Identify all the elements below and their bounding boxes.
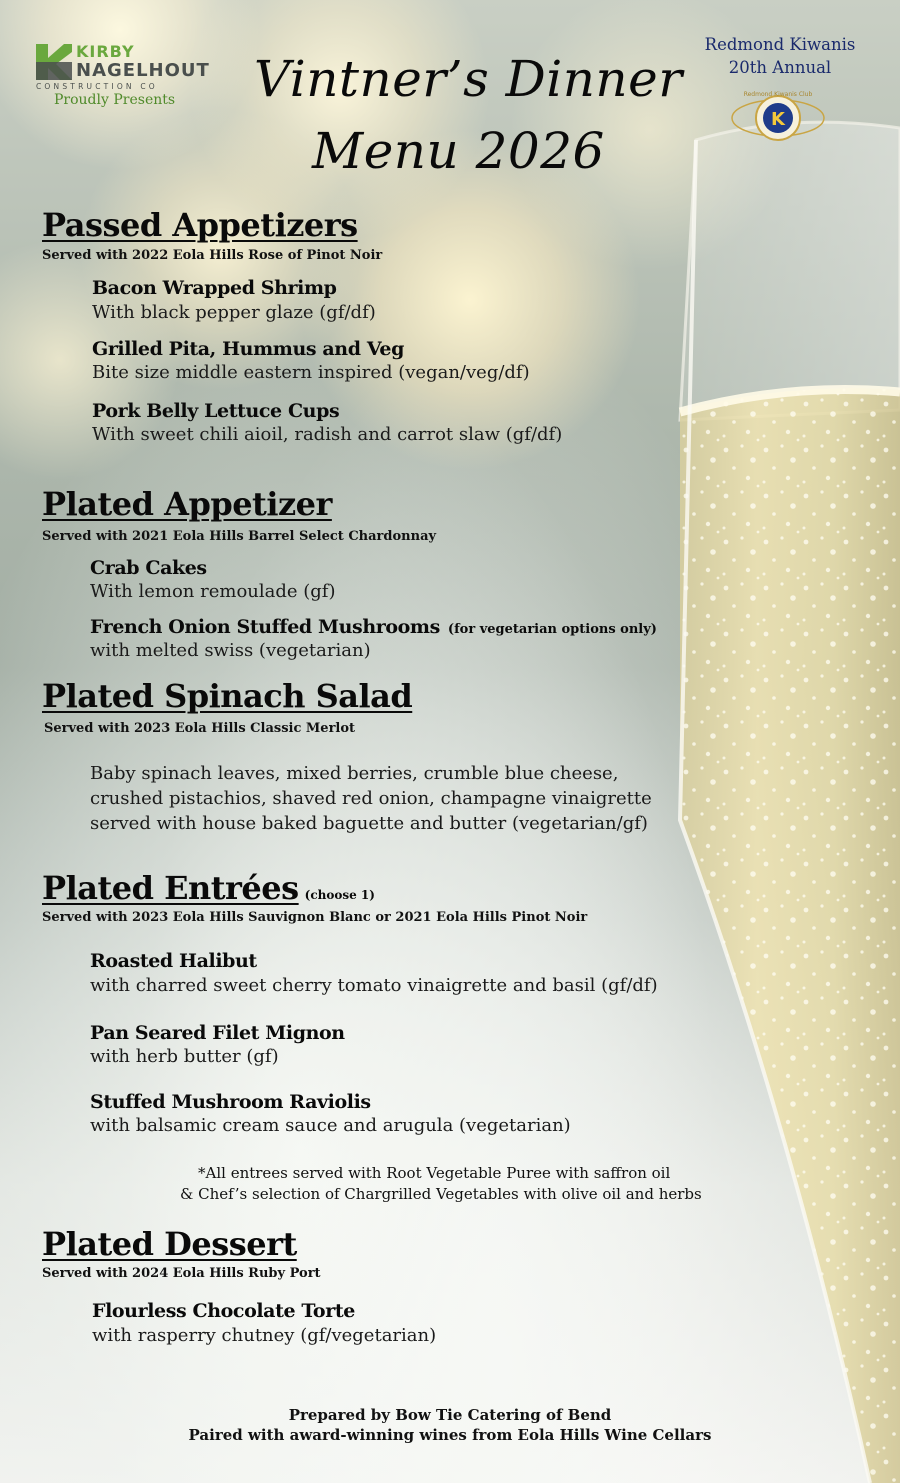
dish-name-pork-belly: Pork Belly Lettuce Cups [92, 400, 340, 422]
sponsor-name-line2: NAGELHOUT [76, 60, 210, 81]
dish-desc-chocolate-torte: with rasperry chutney (gf/vegetarian) [92, 1325, 437, 1346]
sponsor-name-line1: KIRBY [76, 42, 135, 61]
salad-desc-line: served with house baked baguette and butter (vegetarian/gf) [90, 813, 648, 834]
section-title-spinach-salad: Plated Spinach Salad [42, 677, 413, 715]
dish-desc-bacon-shrimp: With black pepper glaze (gf/df) [92, 302, 376, 323]
section-title-plated-appetizer: Plated Appetizer [42, 485, 332, 523]
champagne-glass-image [640, 120, 900, 1483]
entrees-choose-note: (choose 1) [304, 888, 375, 902]
section-title-entrees-text: Plated Entrées [42, 869, 299, 907]
wine-pairing-entrees: Served with 2023 Eola Hills Sauvignon Blanc or 2021 Eola Hills Pinot Noir [42, 910, 588, 925]
salad-desc-line: crushed pistachios, shaved red onion, champagne vinaigrette [90, 788, 652, 809]
wine-pairing-salad: Served with 2023 Eola Hills Classic Merlot [44, 721, 356, 736]
dish-desc-grilled-pita: Bite size middle eastern inspired (vegan/veg/df) [92, 362, 530, 383]
dish-name-raviolis: Stuffed Mushroom Raviolis [90, 1091, 371, 1113]
club-name: Redmond Kiwanis [704, 35, 856, 54]
svg-text:Redmond Kiwanis Club: Redmond Kiwanis Club [743, 91, 813, 98]
sponsor-k-icon [36, 44, 72, 80]
club-edition: 20th Annual [728, 58, 832, 77]
entrees-footnote-line1: *All entrees served with Root Vegetable Puree with saffron oil [198, 1164, 671, 1182]
catering-credit: Prepared by Bow Tie Catering of Bend [288, 1406, 612, 1424]
dish-desc-halibut: with charred sweet cherry tomato vinaigrette and basil (gf/df) [90, 975, 658, 996]
dish-desc-raviolis: with balsamic cream sauce and arugula (vegetarian) [90, 1115, 571, 1136]
svg-text:K: K [771, 109, 785, 130]
dish-desc-stuffed-mushrooms: with melted swiss (vegetarian) [90, 640, 371, 661]
dish-name-crab-cakes: Crab Cakes [90, 557, 207, 579]
dish-desc-pork-belly: With sweet chili aioil, radish and carrot slaw (gf/df) [92, 424, 563, 445]
club-block [690, 33, 870, 79]
dish-desc-crab-cakes: With lemon remoulade (gf) [90, 581, 336, 602]
sponsor-name-line3: CONSTRUCTION CO [36, 82, 158, 91]
dish-name-halibut: Roasted Halibut [90, 950, 257, 972]
wine-pairing-plated-appetizer: Served with 2021 Eola Hills Barrel Select Chardonnay [42, 529, 437, 544]
dish-desc-filet-mignon: with herb butter (gf) [90, 1046, 279, 1067]
dish-name-stuffed-mushrooms [90, 616, 657, 638]
wine-pairing-dessert: Served with 2024 Eola Hills Ruby Port [42, 1266, 321, 1281]
sponsor-tagline: Proudly Presents [54, 92, 176, 108]
section-title-dessert: Plated Dessert [42, 1225, 297, 1263]
dish-name-chocolate-torte: Flourless Chocolate Torte [92, 1300, 355, 1322]
section-title-entrees [42, 869, 375, 907]
dish-name-filet-mignon: Pan Seared Filet Mignon [90, 1022, 345, 1044]
menu-title-line2: Menu 2026 [312, 122, 605, 180]
wine-pairing-passed: Served with 2022 Eola Hills Rose of Pinot Noir [42, 248, 383, 263]
entrees-footnote-line2: & Chef’s selection of Chargrilled Vegetables with olive oil and herbs [180, 1185, 702, 1203]
dish-name-stuffed-mushrooms-text: French Onion Stuffed Mushrooms [90, 616, 440, 638]
menu-title-line1: Vintner’s Dinner [254, 50, 683, 108]
winery-credit: Paired with award-winning wines from Eola Hills Wine Cellars [188, 1426, 712, 1444]
dish-name-grilled-pita: Grilled Pita, Hummus and Veg [92, 338, 404, 360]
dish-name-bacon-shrimp: Bacon Wrapped Shrimp [92, 277, 337, 299]
dish-note-vegetarian-only: (for vegetarian options only) [447, 622, 657, 637]
salad-desc-line: Baby spinach leaves, mixed berries, crumble blue cheese, [90, 763, 619, 784]
kiwanis-seal-logo [730, 90, 826, 146]
section-title-passed-appetizers: Passed Appetizers [42, 206, 358, 244]
